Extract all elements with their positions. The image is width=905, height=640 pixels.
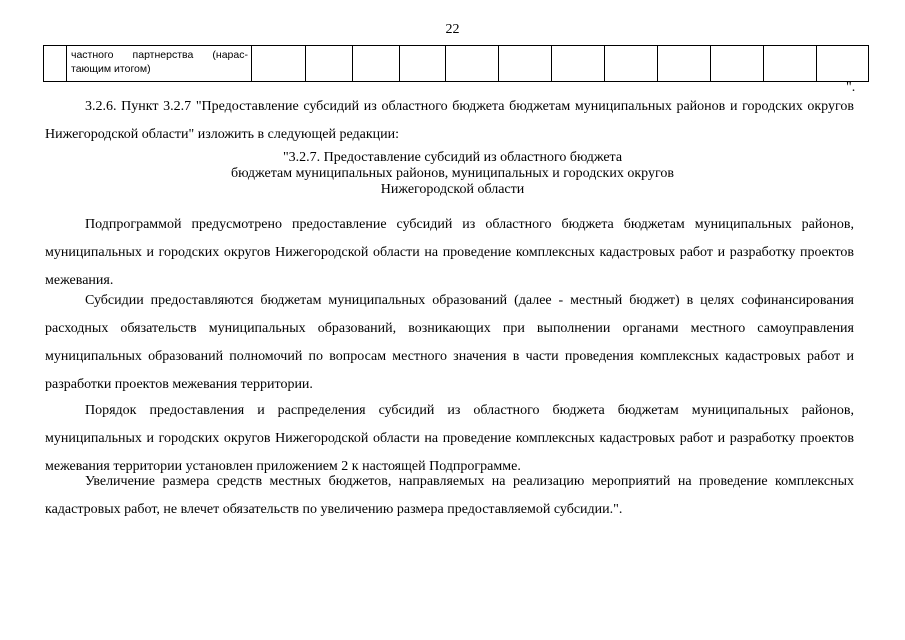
- paragraph-3-2-6: 3.2.6. Пункт 3.2.7 "Предоставление субсидий из областного бюджета бюджетам муниципальных районов и городских округов Нижегородской области" изложить в следующей редакции:: [45, 99, 854, 142]
- label-word: (нарас-: [212, 49, 248, 61]
- table-cell: [499, 46, 552, 82]
- table-cell: [658, 46, 711, 82]
- heading-line: Нижегородской области: [380, 182, 525, 197]
- label-line2: тающим итогом): [71, 63, 151, 75]
- heading-line: бюджетам муниципальных районов, муниципальных и городских округов: [231, 166, 674, 181]
- label-word: частного: [71, 49, 114, 61]
- table-cell: [446, 46, 499, 82]
- table-cell: [605, 46, 658, 82]
- table-cell: [353, 46, 400, 82]
- table-cell: [817, 46, 869, 82]
- table-cell: [400, 46, 446, 82]
- body-paragraph: Увеличение размера средств местных бюджетов, направляемых на реализацию мероприятий на проведение комплексных кадастровых работ, не влечет обязательств по увеличению размера предоставляемой субсидии.".: [45, 474, 854, 517]
- table-cell: [711, 46, 764, 82]
- body-paragraph: Субсидии предоставляются бюджетам муниципальных образований (далее - местный бюджет) в целях софинансирования расходных обязательств муниципальных образований, возникающих при выполнении органами местного самоуправления муниципальных образований полномочий по вопросам местного значения в части проведения комплексных кадастровых работ и разработки проектов межевания территории.: [45, 293, 854, 392]
- table-cell: [44, 46, 67, 82]
- label-word: партнерства: [132, 49, 194, 61]
- table-cell: [764, 46, 817, 82]
- table-fragment: [43, 45, 869, 82]
- table-cell: [306, 46, 353, 82]
- body-paragraph: Подпрограммой предусмотрено предоставление субсидий из областного бюджета бюджетам муниципальных районов, муниципальных и городских округов Нижегородской области на проведение комплексных кадастровых работ и разработку проектов межевания.: [45, 217, 854, 288]
- table-cell: [252, 46, 306, 82]
- table-cell: [552, 46, 605, 82]
- heading-line: "3.2.7. Предоставление субсидий из областного бюджета: [282, 150, 623, 165]
- section-heading: [0, 150, 905, 198]
- table-row: [44, 46, 869, 82]
- closing-quote: ".: [846, 80, 856, 95]
- page-number: 22: [445, 22, 460, 37]
- table-row-label: [67, 46, 252, 82]
- body-paragraph: Порядок предоставления и распределения субсидий из областного бюджета бюджетам муниципальных районов, муниципальных и городских округов Нижегородской области на проведение комплексных кадастровых работ и разработку проектов межевания территории установлен приложением 2 к настоящей Подпрограмме.: [45, 403, 854, 474]
